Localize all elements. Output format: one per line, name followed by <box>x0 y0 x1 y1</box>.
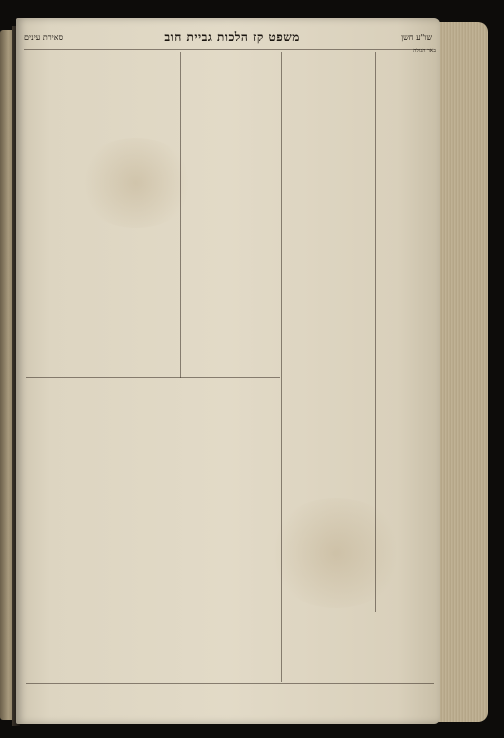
main-text-column <box>184 58 280 374</box>
lower-commentary-block <box>26 380 280 680</box>
header-right: שו"ע חשן <box>401 32 432 42</box>
column-divider <box>180 52 181 378</box>
page-header <box>24 26 432 48</box>
commentary-column-left <box>26 52 176 378</box>
commentary-column-right <box>284 52 372 680</box>
header-left: סאירת עינים <box>24 32 64 42</box>
book-page <box>16 18 440 724</box>
footer-notes <box>26 686 434 716</box>
side-margin-column: באר הגולה <box>413 48 436 54</box>
margin-divider <box>375 52 376 612</box>
column-divider <box>281 52 282 682</box>
header-rule <box>24 49 432 50</box>
page-edges-stack <box>436 22 488 722</box>
running-title: משפט קז הלכות גביית חוב <box>164 29 300 44</box>
footer-rule <box>26 683 434 684</box>
